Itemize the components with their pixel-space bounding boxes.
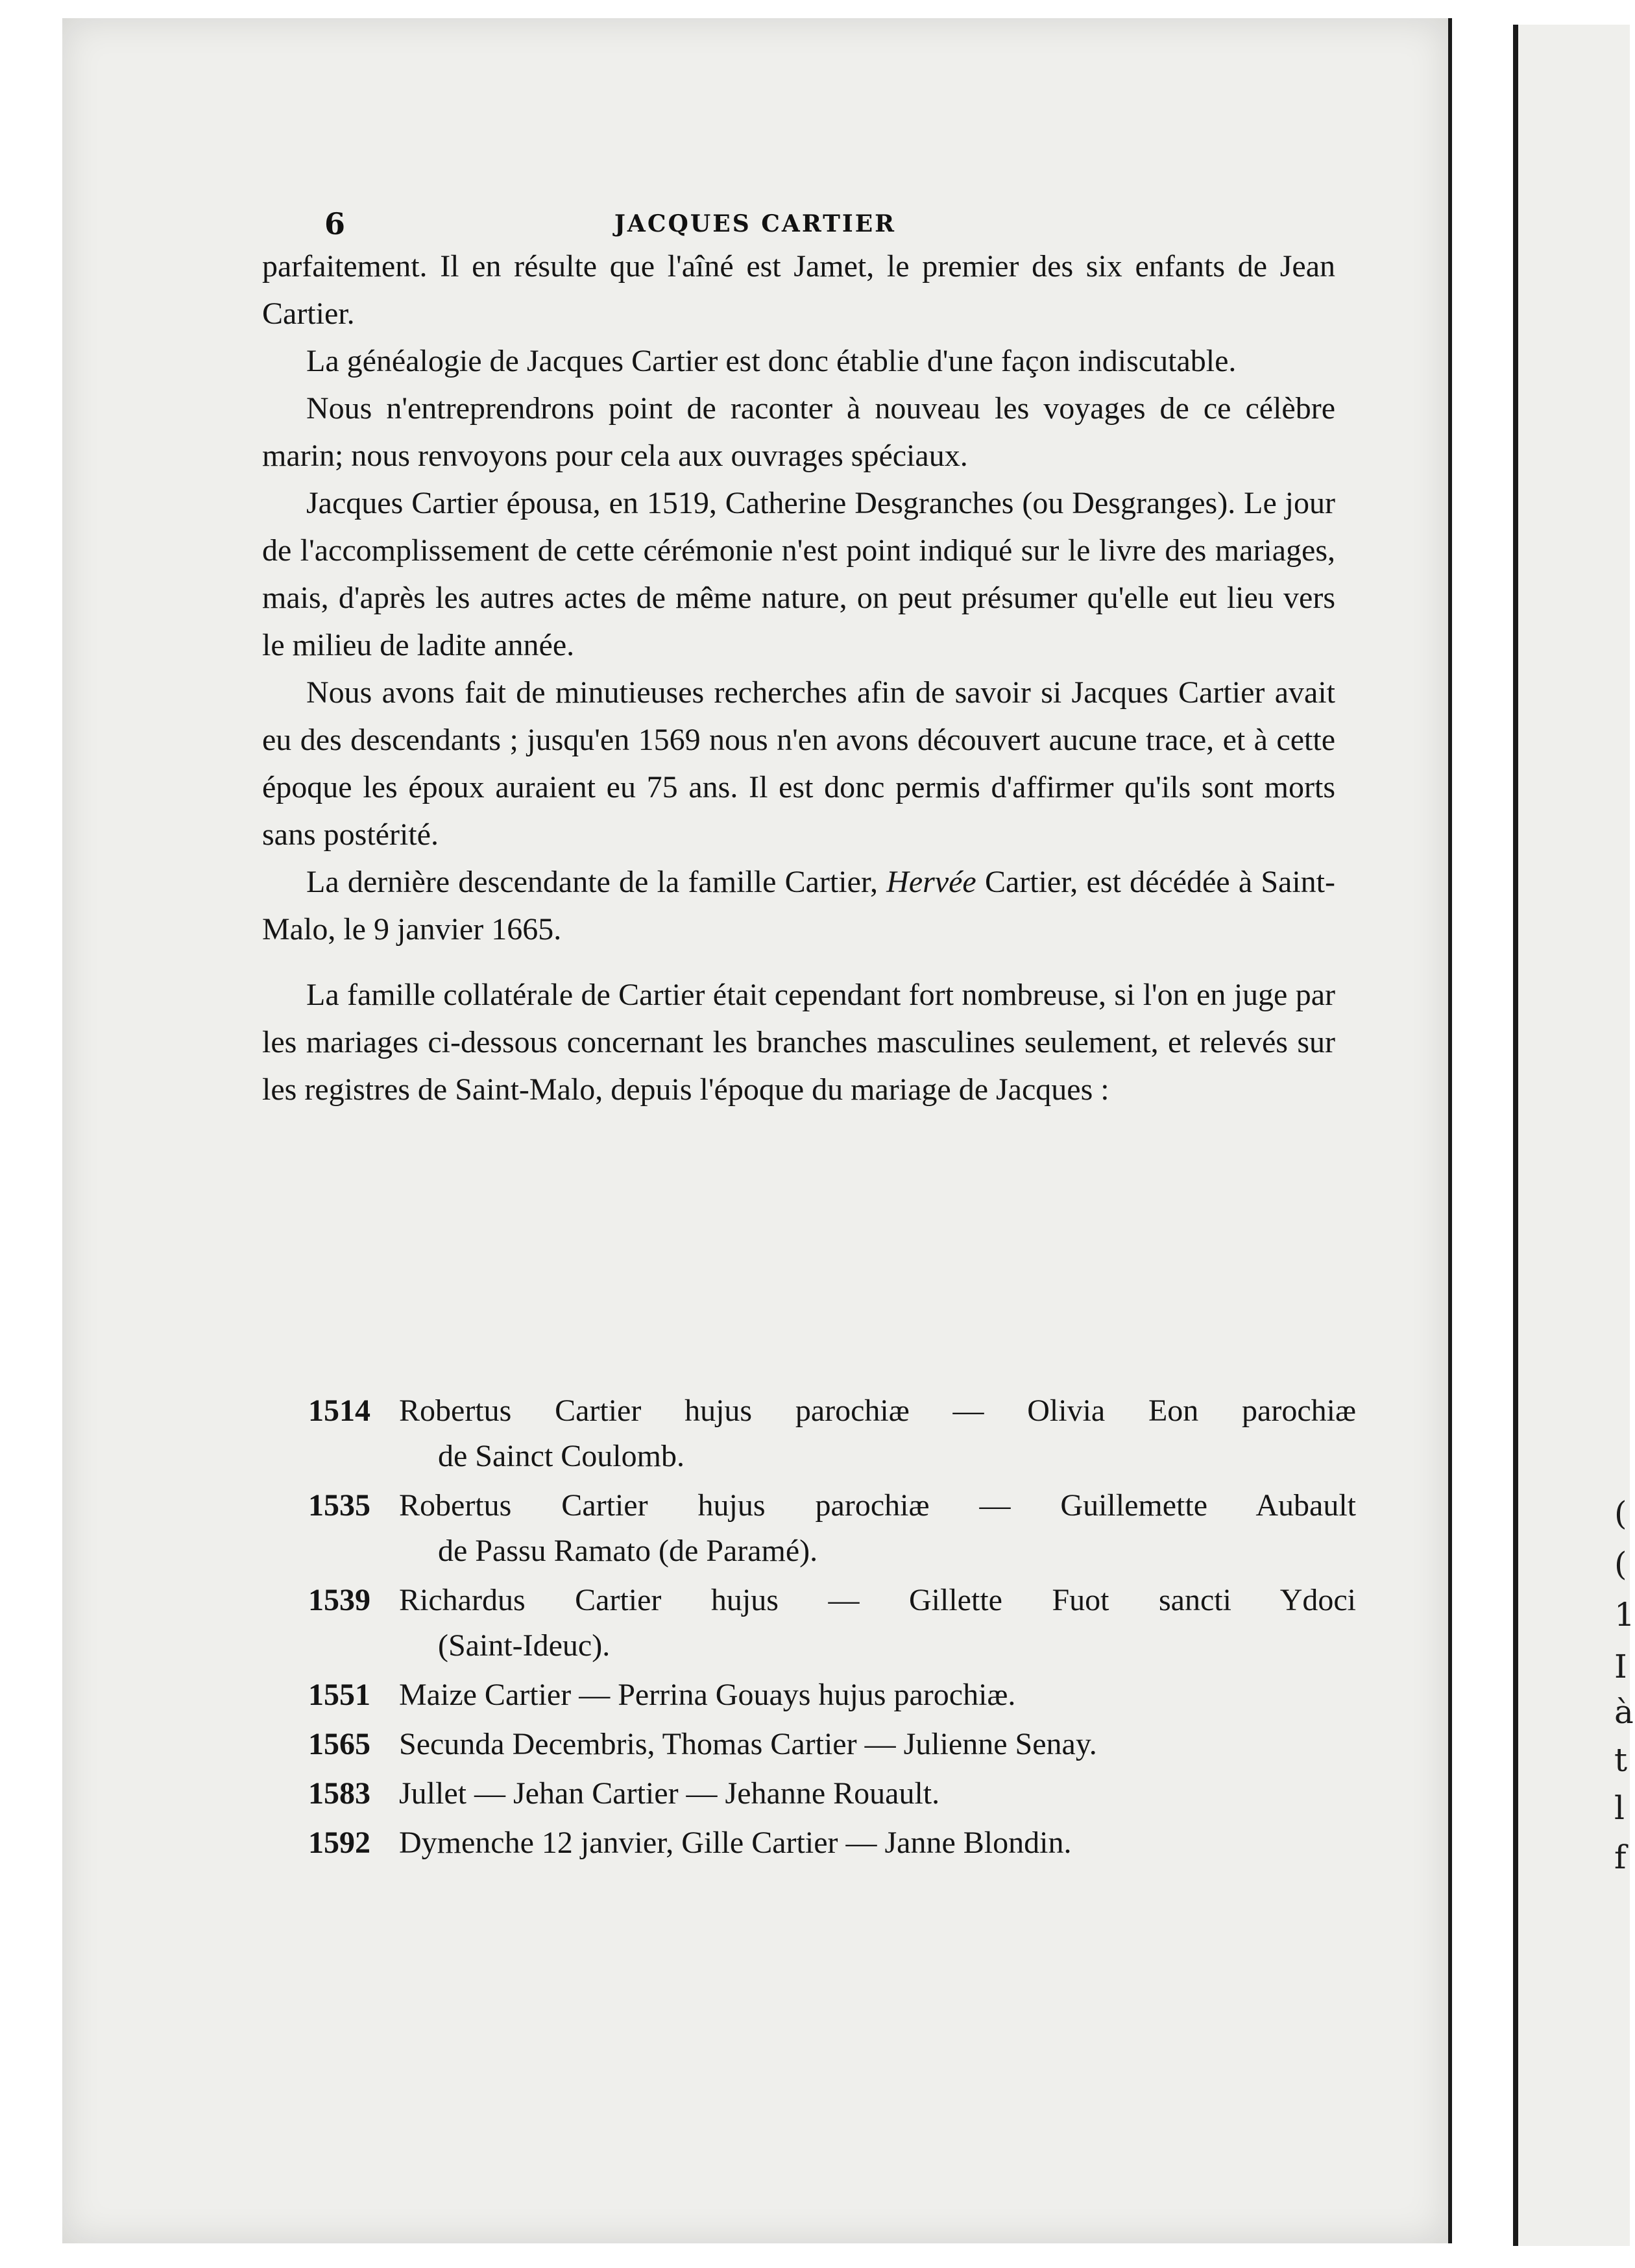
marriage-line: Richardus Cartier hujus — Gillette Fuot sancti Ydoci	[399, 1583, 1356, 1617]
facing-page-fragment: I	[1614, 1648, 1627, 1685]
paragraph: La généalogie de Jacques Cartier est donc établie d'une façon indiscutable.	[306, 344, 1237, 378]
marriage-line: Robertus Cartier hujus parochiæ — Guillemette Aubault	[399, 1488, 1356, 1523]
marriage-year: 1592	[308, 1826, 370, 1860]
marriage-text	[399, 1388, 1356, 1479]
marriage-year: 1565	[308, 1727, 370, 1761]
facing-page-fragment: à	[1614, 1693, 1634, 1731]
facing-page-fragment: f	[1614, 1839, 1627, 1876]
marriage-line: de Sainct Coulomb.	[438, 1439, 684, 1473]
marriage-entry	[308, 1820, 1356, 1866]
marriage-entry	[308, 1388, 1356, 1479]
marriage-line: Secunda Decembris, Thomas Cartier — Julienne Senay.	[399, 1727, 1097, 1761]
facing-page-fragment: (	[1614, 1495, 1627, 1532]
facing-page-edge	[1513, 25, 1635, 2246]
marriage-text	[399, 1672, 1356, 1718]
marriage-text	[399, 1771, 1356, 1816]
marriage-year: 1514	[308, 1393, 370, 1428]
marriage-line: Dymenche 12 janvier, Gille Cartier — Janne Blondin.	[399, 1826, 1072, 1860]
marriage-text	[399, 1578, 1356, 1669]
italic-name: Hervée	[886, 865, 976, 899]
running-head: JACQUES CARTIER	[614, 210, 897, 237]
marriage-line: Maize Cartier — Perrina Gouays hujus parochiæ.	[399, 1678, 1016, 1712]
page-number: 6	[324, 206, 346, 241]
marriage-entry	[308, 1483, 1356, 1574]
paragraph: parfaitement. Il en résulte que l'aîné est Jamet, le premier des six enfants de Jean Cartier.	[262, 249, 1335, 331]
marriage-year: 1535	[308, 1488, 370, 1523]
marriage-text	[399, 1483, 1356, 1574]
facing-page-fragment: (	[1614, 1545, 1627, 1583]
paragraph-text: La dernière descendante de la famille Cartier,	[306, 865, 887, 899]
marriage-entry	[308, 1578, 1356, 1669]
facing-page-fragment: 1	[1614, 1596, 1635, 1634]
marriage-entry	[308, 1672, 1356, 1718]
marriage-line: de Passu Ramato (de Paramé).	[438, 1534, 818, 1568]
marriage-year: 1551	[308, 1678, 370, 1712]
paragraph: La famille collatérale de Cartier était cependant fort nombreuse, si l'on en juge par les mariages ci-dessous concernant les branches masculines seulement, et relevés sur les registres de Saint-Malo, depuis l'époque du mariage de Jacques :	[262, 978, 1335, 1107]
marriage-list	[308, 1388, 1356, 1870]
paragraph	[262, 858, 1335, 953]
paragraph-text: Cartier, est décédée à Saint-Malo, le 9 janvier 1665.	[262, 865, 1335, 947]
marriage-year: 1583	[308, 1776, 370, 1811]
facing-page-fragment: l	[1614, 1789, 1625, 1827]
marriage-entry	[308, 1771, 1356, 1816]
paragraph: Nous n'entreprendrons point de raconter à nouveau les voyages de ce célèbre marin; nous renvoyons pour cela aux ouvrages spéciaux.	[262, 391, 1335, 473]
facing-page-fragment: t	[1614, 1741, 1628, 1779]
marriage-text	[399, 1820, 1356, 1866]
marriage-entry	[308, 1722, 1356, 1767]
marriage-line: Robertus Cartier hujus parochiæ — Olivia Eon parochiæ	[399, 1393, 1356, 1428]
marriage-year: 1539	[308, 1583, 370, 1617]
marriage-line: (Saint-Ideuc).	[438, 1628, 611, 1663]
paragraph: Nous avons fait de minutieuses recherches afin de savoir si Jacques Cartier avait eu des descendants ; jusqu'en 1569 nous n'en avons découvert aucune trace, et à cette époque les époux auraient eu 75 ans. Il est donc permis d'affirmer qu'ils sont morts sans postérité.	[262, 675, 1335, 852]
marriage-line: Jullet — Jehan Cartier — Jehanne Rouault.	[399, 1776, 940, 1811]
marriage-text	[399, 1722, 1356, 1767]
paragraph: Jacques Cartier épousa, en 1519, Catherine Desgranches (ou Desgranges). Le jour de l'accomplissement de cette cérémonie n'est point indiqué sur le livre des mariages, mais, d'après les autres actes de même nature, on peut présumer qu'elle eut lieu vers le milieu de ladite année.	[262, 486, 1335, 662]
body-text	[262, 243, 1335, 1113]
